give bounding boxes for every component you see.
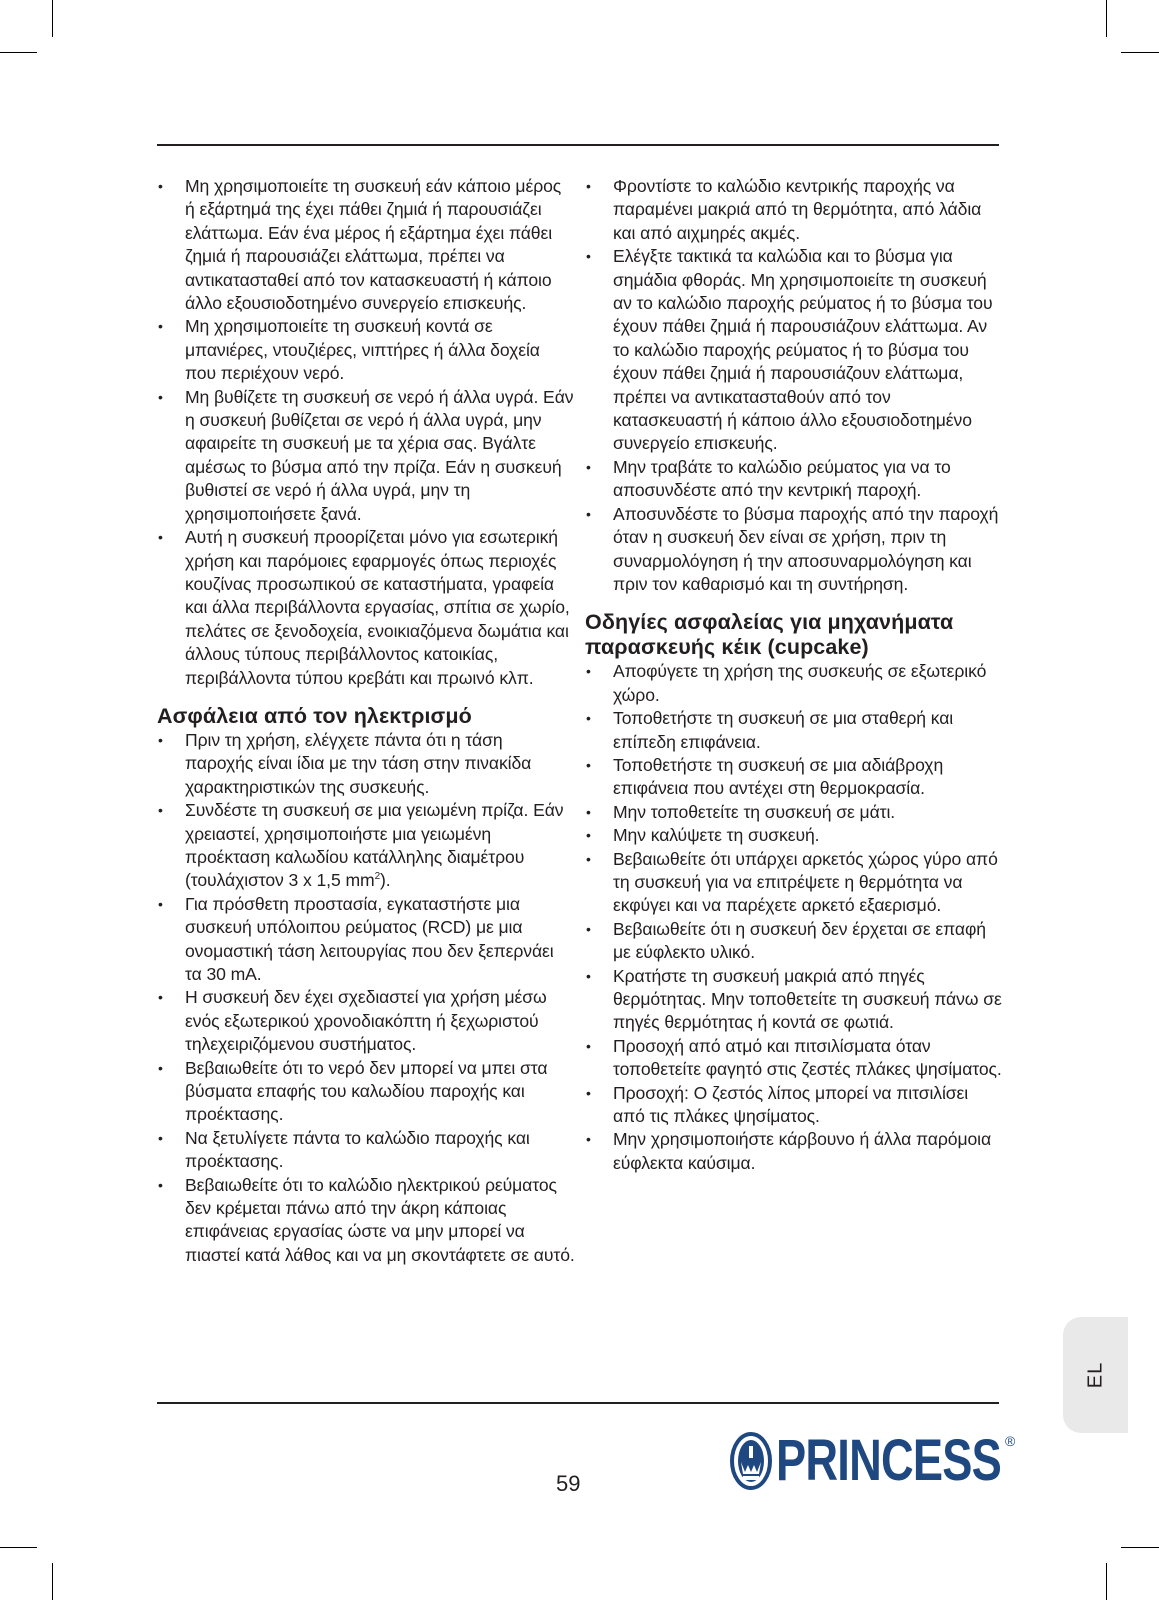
crop-mark-bottom-left-vertical xyxy=(52,1563,53,1600)
list-item: • Τοποθετήστε τη συσκευή σε μια αδιάβροχη επιφάνεια που αντέχει στη θερμοκρασία. xyxy=(585,754,1003,801)
list-item: • Βεβαιωθείτε ότι υπάρχει αρκετός χώρος γύρο από τη συσκευή για να επιτρέψετε η θερμότητα να εκφύγει και να παρέχετε αρκετό εξαερισμό. xyxy=(585,848,1003,918)
list-item: • Μη χρησιμοποιείτε τη συσκευή εάν κάποιο μέρος ή εξάρτημά της έχει πάθει ζημιά ή παρουσιάζει ελάττωμα. Εάν ένα μέρος ή εξάρτημα έχει πάθει ζημιά ή παρουσιάζει ελάττωμα, πρέπει να αντικατασταθεί από τον κατασκευαστή ή κάποιο άλλο εξουσιοδοτημένο συνεργείο επισκευής. xyxy=(157,175,575,315)
list-item: • Προσοχή από ατμό και πιτσιλίσματα όταν τοποθετείτε φαγητό στις ζεστές πλάκες ψησίματος. xyxy=(585,1035,1003,1082)
crop-mark-bottom-left-horizontal xyxy=(0,1547,37,1548)
section-heading-cupcake-safety: Οδηγίες ασφαλείας για μηχανήματα παρασκευής κέικ (cupcake) xyxy=(585,610,954,660)
list-item: • Μη χρησιμοποιείτε τη συσκευή κοντά σε μπανιέρες, ντουζιέρες, νιπτήρες ή άλλα δοχεία που περιέχουν νερό. xyxy=(157,315,575,385)
list-item: • Αυτή η συσκευή προορίζεται μόνο για εσωτερική χρήση και παρόμοιες εφαρμογές όπως περιοχές κουζίνας προσωπικού σε καταστήματα, γραφεία και άλλα περιβάλλοντα εργασίας, σπίτια σε χωρίο, πελάτες σε ξενοδοχεία, ενοικιαζόμενα δωμάτια και άλλους τύπους περιβάλλοντος κατοικίας, περιβάλλοντα τύπου κρεβάτι και πρωινό κλπ. xyxy=(157,526,575,690)
page-number: 59 xyxy=(556,1471,581,1496)
list-item: • Τοποθετήστε τη συσκευή σε μια σταθερή και επίπεδη επιφάνεια. xyxy=(585,707,1003,754)
list-item xyxy=(157,799,575,893)
superscript: 2 xyxy=(374,871,381,883)
left-column xyxy=(157,175,575,1267)
list-item: • Μην καλύψετε τη συσκευή. xyxy=(585,824,1003,847)
list-item: • Βεβαιωθείτε ότι το καλώδιο ηλεκτρικού ρεύματος δεν κρέμεται πάνω από την άκρη κάποιας επιφάνειας εργασίας ώστε να μην μπορεί να πιαστεί κατά λάθος και να μη σκοντάφτετε σε αυτό. xyxy=(157,1174,575,1268)
crop-mark-top-right-horizontal xyxy=(1121,52,1159,53)
list-item: • Αποφύγετε τη χρήση της συσκευής σε εξωτερικό χώρο. xyxy=(585,660,1003,707)
list-item: • Μην τραβάτε το καλώδιο ρεύματος για να το αποσυνδέστε από την κεντρική παροχή. xyxy=(585,456,1003,503)
cord-safety-list xyxy=(585,175,1003,596)
list-item: • Μην τοποθετείτε τη συσκευή σε μάτι. xyxy=(585,801,1003,824)
list-item: • Για πρόσθετη προστασία, εγκαταστήστε μια συσκευή υπόλοιπου ρεύματος (RCD) με μια ονομαστική τάση λειτουργίας που δεν ξεπερνάει τα 30 mA. xyxy=(157,893,575,987)
list-item: • Βεβαιωθείτε ότι το νερό δεν μπορεί να μπει στα βύσματα επαφής του καλωδίου παροχής και προέκτασης. xyxy=(157,1057,575,1127)
crop-mark-top-left-horizontal xyxy=(0,52,37,53)
list-item: • Η συσκευή δεν έχει σχεδιαστεί για χρήση μέσω ενός εξωτερικού χρονοδιακόπτη ή ξεχωριστού τηλεχειριζόμενου συστήματος. xyxy=(157,986,575,1056)
registered-mark: ® xyxy=(1005,1433,1016,1449)
list-item: • Φροντίστε το καλώδιο κεντρικής παροχής να παραμένει μακριά από τη θερμότητα, από λάδια και από αιχμηρές ακμές. xyxy=(585,175,1003,245)
section-heading-electrical-safety: Ασφάλεια από τον ηλεκτρισμό xyxy=(157,703,472,728)
list-item: • Να ξετυλίγετε πάντα το καλώδιο παροχής και προέκτασης. xyxy=(157,1127,575,1174)
crop-mark-top-left-vertical xyxy=(52,0,53,37)
crop-mark-top-right-vertical xyxy=(1106,0,1107,37)
crown-emblem-icon xyxy=(730,1432,772,1490)
general-safety-list xyxy=(157,175,575,690)
electrical-safety-list xyxy=(157,729,575,1267)
list-item-suffix: ). xyxy=(380,870,391,891)
language-tab xyxy=(1063,1317,1128,1433)
crop-mark-bottom-right-vertical xyxy=(1106,1563,1107,1600)
list-item: • Ελέγξτε τακτικά τα καλώδια και το βύσμα για σημάδια φθοράς. Μη χρησιμοποιείτε τη συσκευή αν το καλώδιο παροχής ρεύματος ή το βύσμα του έχουν πάθει ζημιά ή παρουσιάζουν ελάττωμα. Αν το καλώδιο παροχής ρεύματος ή το βύσμα του έχουν πάθει ζημιά ή παρουσιάζουν ελάττωμα, πρέπει να αντικατασταθούν από τον κατασκευαστή ή κάποιο άλλο εξουσιοδοτημένο συνεργείο επισκευής. xyxy=(585,245,1003,456)
list-item: • Μη βυθίζετε τη συσκευή σε νερό ή άλλα υγρά. Εάν η συσκευή βυθίζεται σε νερό ή άλλα υγρά, μην αφαιρείτε τη συσκευή με τα χέρια σας. Βγάλτε αμέσως το βύσμα από την πρίζα. Εάν η συσκευή βυθιστεί σε νερό ή άλλα υγρά, μην τη χρησιμοποιήσετε ξανά. xyxy=(157,386,575,526)
list-item: • Βεβαιωθείτε ότι η συσκευή δεν έρχεται σε επαφή με εύφλεκτο υλικό. xyxy=(585,918,1003,965)
list-item: • Κρατήστε τη συσκευή μακριά από πηγές θερμότητας. Μην τοποθετείτε τη συσκευή πάνω σε πηγές θερμότητας ή κοντά σε φωτιά. xyxy=(585,965,1003,1035)
language-tab-label: EL xyxy=(1084,1361,1106,1389)
right-column xyxy=(585,175,1003,1175)
list-item-text: Συνδέστε τη συσκευή σε μια γειωμένη πρίζα. Εάν χρειαστεί, χρησιμοποιήστε μια γειωμένη προέκταση καλωδίου κατάλληλης διαμέτρου (τουλάχιστον 3 x 1,5 mm xyxy=(185,800,564,891)
list-item: • Προσοχή: Ο ζεστός λίπος μπορεί να πιτσιλίσει από τις πλάκες ψησίματος. xyxy=(585,1082,1003,1129)
list-item: • Αποσυνδέστε το βύσμα παροχής από την παροχή όταν η συσκευή δεν είναι σε χρήση, πριν τη συναρμολόγηση ή την αποσυναρμολόγηση και πριν τον καθαρισμό και τη συντήρηση. xyxy=(585,503,1003,597)
header-rule xyxy=(157,144,999,146)
crop-mark-bottom-right-horizontal xyxy=(1121,1547,1159,1548)
brand-wordmark: PRINCESS xyxy=(776,1428,1002,1493)
cupcake-safety-list xyxy=(585,660,1003,1175)
list-item: • Μην χρησιμοποιήστε κάρβουνο ή άλλα παρόμοια εύφλεκτα καύσιμα. xyxy=(585,1128,1003,1175)
list-item: • Πριν τη χρήση, ελέγχετε πάντα ότι η τάση παροχής είναι ίδια με την τάση στην πινακίδα χαρακτηριστικών της συσκευής. xyxy=(157,729,575,799)
footer-rule xyxy=(157,1402,999,1404)
